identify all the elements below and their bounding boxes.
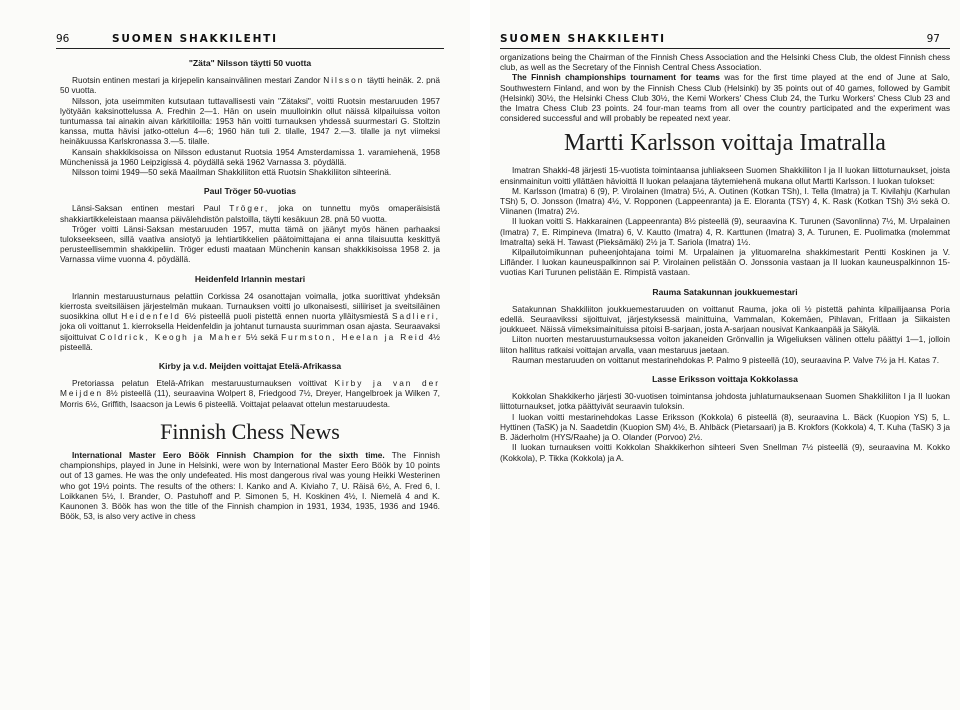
- article-title-kirby: Kirby ja v.d. Meijden voittajat Etelä-Afrikassa: [158, 361, 342, 372]
- paragraph: organizations being the Chairman of the Finnish Chess Association and the Helsinki Chess Club, the oldest Finnish chess club, as well as the Secretary of the Finnish Central Chess Association.: [500, 52, 950, 73]
- paragraph: Imatran Shakki-48 järjesti 15-vuotista toimintaansa juhliakseen Suomen Shakkiliiton I ja II luokan liittoturnaukset, joista ensinmainitun voitti yllättäen hävioittä II luokan pelaajana täytemiehenä mukana ollut Martti Karlsson. I luokan tulokset:: [500, 165, 950, 186]
- paragraph: M. Karlsson (Imatra) 6 (9), P. Virolainen (Imatra) 5½, A. Outinen (Kotkan TSh), I. Tella (Imatra) ja T. Kivilahju (Karhulan TSh) 5, O. Jonsson (Imatra) 4½, V. Ropponen (Lappeenranta) ja E. Eloranta (TSY) 4, K. Rask (Kotkan TSh) 3½ sekä O. Viinanen (Imatra) 2½.: [500, 185, 950, 217]
- paragraph: Ruotsin entinen mestari ja kirjepelin kansainvälinen mestari Zandor Nilsson täytti heinäk. 2. pnä 50 vuotta.: [60, 75, 440, 96]
- section-title-finnish-chess-news: Finnish Chess News: [160, 418, 340, 444]
- paragraph: Rauman mestaruuden on voittanut mestarinehdokas P. Palmo 9 pisteellä (10), seuraavina P. Valve 7½ ja H. Katas 7.: [512, 354, 940, 365]
- running-title: SUOMEN SHAKKILEHTI: [500, 33, 666, 45]
- paragraph: Kilpailutoimikunnan puheenjohtajana toimi M. Urpalainen ja ylituomarelna shakkimestarit Pentti Koskinen ja V. Lifländer. I luokan kauneuspalkinnon sai P. Virolainen pelistään O. Jonssonia vastaan ja II luokan kauneuspalkinnon 15-vuotias Kari Turunen pelistään E. Rimpistä vastaan.: [500, 247, 950, 278]
- article-title-nilsson: "Zäta" Nilsson täytti 50 vuotta: [188, 58, 312, 68]
- running-title: SUOMEN SHAKKILEHTI: [112, 33, 278, 45]
- gutter: [470, 0, 490, 710]
- paragraph: II luokan voitti S. Hakkarainen (Lappeenranta) 8½ pisteellä (9), seuraavina K. Turunen (Savonlinna) 7½, M. Urpalainen (Imatra) 7, E. Rimpineva (Imatra) 6, V. Kautto (Imatra) 4, R. Karttunen (Imatra) 3, A. Turunen, E. Puolimatka (molemmat Imatralta) sekä H. Tawast (Pieksämäki) 2½ ja T. Sariola (Imatra) 1½.: [500, 216, 950, 247]
- paragraph: Tröger voitti Länsi-Saksan mestaruuden 1957, mutta tämä on jäänyt myös hänen parhaaksi tulokseekseen, sillä vaativa ansiotyö ja lehtiartikkelien päätoimittajana ei anna tilaisuutta keskittyä perusteellisemmin shakkipeliin. Tröger edusti maataan Münchenin kansan shakkikisoissa 1958 2. ja Varnassa viime vuonna 4. pöydällä.: [60, 223, 440, 265]
- paragraph: International Master Eero Böök Finnish Champion for the sixth time. The Finnish championships, played in June in Helsinki, were won by International Master Eero Böök by 10 points out of 13 games. He was the only undefeated. His most dangerous rival was young Heikki Westerinen who got 19½ points. The results of the others: I. Kanko and A. Kiviaho 7, U. Räisä 6½, A. Fred 6, I. Loikkanen 5½, I. Brander, O. Pastuhoff and P. Simonen 5, H. Koskinen 4½, I. Niemelä 4 and K. Kaunonen 3. Böök has won the title of the Finnish champion in 1931, 1934, 1935, 1936 and 1946. Böök, 53, is also very active in chess: [60, 449, 440, 522]
- paragraph: Kansain shakkikisoissa on Nilsson edustanut Ruotsia 1954 Amsterdamissa 1. varamiehenä, 1958 Münchenissä ja 1960 Leipzigissä 4. pöydällä sekä 1962 Varnassa 3. pöydällä.: [60, 146, 440, 167]
- paragraph: Liiton nuorten mestaruusturnauksessa voiton jakaneiden Grönvallin ja Wigeliuksen välinen ottelu päättyi 1—1, jolloin liiton hallitus ratkaisi voittajan arvalla, vaan mestaruus jaetaan.: [500, 334, 950, 355]
- article-title-irlanti: Heidenfeld Irlannin mestari: [194, 273, 306, 284]
- paragraph: The Finnish championships tournament for teams was for the first time played at the end of June at Salo, Southwestern Finland, and won by the Finnish Chess Club (Helsinki) by 35 points out of 40 games, followed by Gambit (Helsinki) 30½, the Helsinki Chess Club 30½, the Kemi Workers' Chess Club 24, the Turku Workers' Chess Club 23 and the Imatra Chess Club 23 points. 24 four-man teams from all over the country participated and the experiment was considered successful and will probably be repeated next year.: [500, 72, 950, 124]
- article-title-rauma: Rauma Satakunnan joukkuemestari: [652, 286, 798, 297]
- header-rule: [500, 48, 950, 49]
- paragraph: Pretoriassa pelatun Etelä-Afrikan mestaruusturnauksen voittivat Kirby ja van der Meijden 8½ pisteellä (11), seuraavina Wolpert 8, Friedgood 7½, Dreyer, Hangelbroek ja Wilken 7, Morris 6½, Griffith, Isaacson ja Lewis 6 pisteellä. Voittajat pelaavat ottelun mestaruudesta.: [60, 378, 440, 409]
- paragraph: Nilsson toimi 1949—50 sekä Maailman Shakkiliiton että Ruotsin Shakkiliiton sihteerinä.: [72, 167, 392, 178]
- paragraph: Nilsson, jota useimmiten kutsutaan tuttavallisesti vain "Zätaksi", voitti Ruotsin mestaruuden 1957 lyötyään kaksinottelussa A. Fredhin 2—1. Hän on usein muulloinkin ollut näissä kilpailuissa voiton tuntumassa tai ainakin aivan kärkitiloilla: 1953 hän voitti turnauksen yhdessä suurmestari G. Stoltzin kanssa, mutta hävisi jatko-ottelun 4—6; 1960 hän tuli 2. tilalle, 1947 2.—3. tilalle ja nyt viimeksi heinäkuussa Karlskronassa 3.—5. tilalle.: [60, 95, 440, 147]
- paragraph: Länsi-Saksan entinen mestari Paul Tröger, joka on tunnettu myös omaperäisistä shakkiartikkeleistaan maansa päivälehdistön palstoilla, täytti kesäkuun 28. pnä 50 vuotta.: [60, 203, 440, 224]
- header-rule: [56, 48, 444, 49]
- article-title-karlsson: Martti Karlsson voittaja Imatralla: [564, 130, 886, 157]
- left-page: [0, 0, 470, 710]
- article-title-troger: Paul Tröger 50-vuotias: [203, 186, 297, 197]
- paragraph: Satakunnan Shakkiliiton joukkuemestaruuden on voittanut Rauma, joka oli ½ pistettä pahinta kilpailijaansa Poria edellä. Seuraavikssi sijoittuivat, järjestyksessä mainittuina, Vammalan, Kokemäen, Pihlavan, Fritlaan ja Siikaisten joukkueet. Näissä viimeksimainituissa pitoisi B-sarjaan, josta A-sarjaan nousivat Kankaanpää ja Säkylä.: [500, 303, 950, 335]
- paragraph: Irlannin mestaruusturnaus pelattiin Corkissa 24 osanottajan voimalla, jotka suorittivat yhdeksän kierrosta sveitsiläisen järjestelmän mukaan. Turnauksen voitti jo ulkonaisesti, siiliiriset ja sveitsiläinen suosikkina ollut Heidenfeld 6½ pisteellä puoli pistettä ennen nuorta ylläitysmiestä Sadlieri, joka oli voittanut 1. kierroksella Heidenfeldin ja johtanut turnausta suurimman osan ajasta. Seuraavaksi sijoittuivat Coldrick, Keogh ja Maher 5½ sekä Furmston, Heelan ja Reid 4½ pisteellä.: [60, 290, 440, 352]
- paragraph: Kokkolan Shakkikerho järjesti 30-vuotisen toimintansa johdosta juhlaturnauksenaan Suomen Shakkiliiton I ja II luokan liittoturnaukset, jotka päättyivät seuraavin tuloksin.: [500, 391, 950, 412]
- right-column: [500, 52, 950, 463]
- paragraph: II luokan turnauksen voitti Kokkolan Shakkikerhon sihteeri Sven Snellman 7½ pisteellä (9), seuraavina M. Kokko (Kokkola), P. Tikka (Kokkola) ja A.: [500, 442, 950, 463]
- page-number: 97: [926, 33, 940, 45]
- right-page: [490, 0, 960, 710]
- paragraph: I luokan voitti mestarinehdokas Lasse Eriksson (Kokkola) 6 pisteellä (8), seuraavina L. Bäck (Kuopion YS) 5, L. Hyttinen (TaSK) ja N. Saadetdin (Kuopion SM) 4½, B. Ahlbäck (Pietarsaari) ja B. Krokfors (Kokkola) 4, T. Kuha (TaSK) 3 ja B. Jäderholm (HYS/Raahe) ja O. Olander (Porvoo) 2½.: [500, 411, 950, 443]
- left-column: [60, 52, 440, 521]
- page-number: 96: [56, 33, 70, 45]
- article-title-eriksson: Lasse Eriksson voittaja Kokkolassa: [652, 374, 798, 385]
